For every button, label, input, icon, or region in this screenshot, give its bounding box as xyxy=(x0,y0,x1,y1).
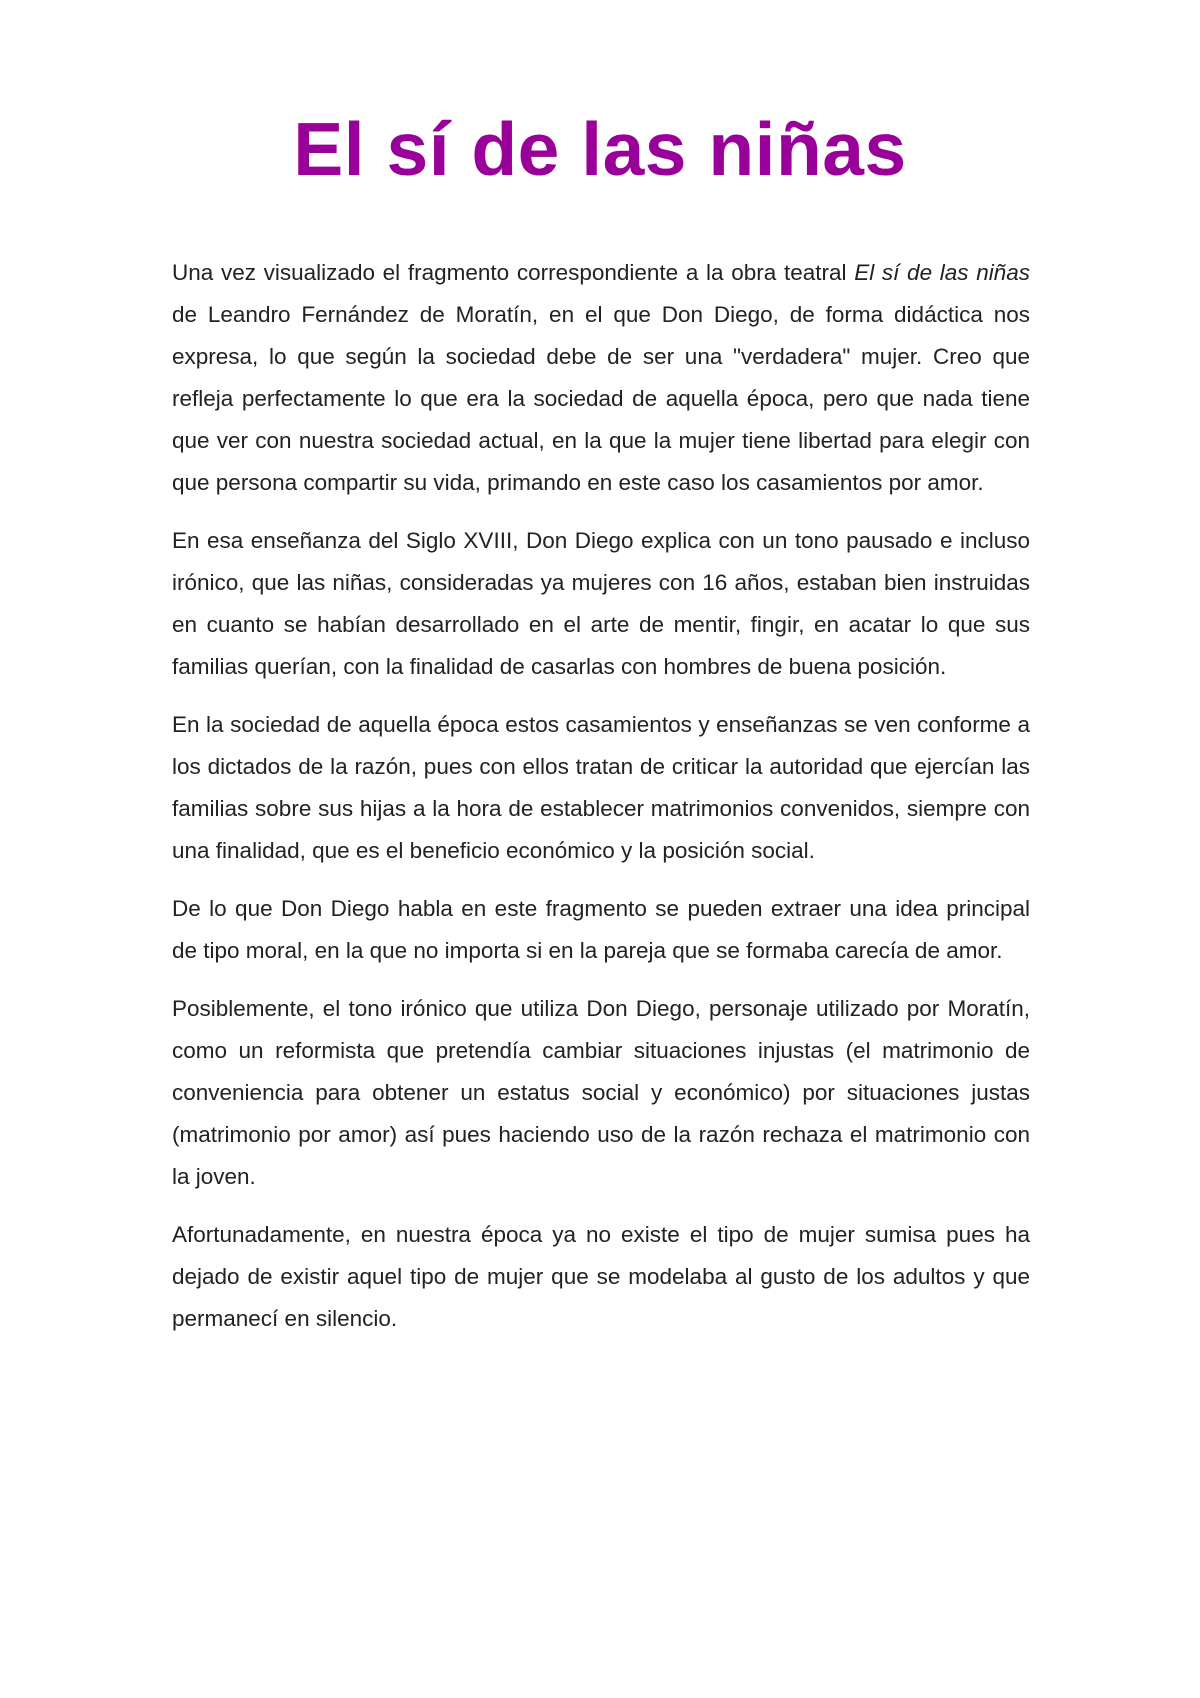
paragraph-5: Posiblemente, el tono irónico que utiliza Don Diego, personaje utilizado por Moratín, como un reformista que pretendía cambiar situaciones injustas (el matrimonio de conveniencia para obtener un estatus social y económico) por situaciones justas (matrimonio por amor) así pues haciendo uso de la razón rechaza el matrimonio con la joven. xyxy=(172,996,1030,1189)
paragraph-6: Afortunadamente, en nuestra época ya no existe el tipo de mujer sumisa pues ha dejado de existir aquel tipo de mujer que se modelaba al gusto de los adultos y que permanecí en silencio. xyxy=(172,1222,1030,1331)
paragraph-4: De lo que Don Diego habla en este fragmento se pueden extraer una idea principal de tipo moral, en la que no importa si en la pareja que se formaba carecía de amor. xyxy=(172,896,1030,963)
document-title: El sí de las niñas xyxy=(293,107,907,191)
paragraph-1-intro: Una vez visualizado el fragmento correspondiente a la obra teatral xyxy=(172,260,855,285)
document-body xyxy=(172,252,1030,1356)
work-title-italic: El sí de las niñas xyxy=(854,260,1030,285)
paragraph-1-rest: de Leandro Fernández de Moratín, en el que Don Diego, de forma didáctica nos expresa, lo que según la sociedad debe de ser una "verdadera" mujer. Creo que refleja perfectamente lo que era la sociedad de aquella época, pero que nada tiene que ver con nuestra sociedad actual, en la que la mujer tiene libertad para elegir con que persona compartir su vida, primando en este caso los casamientos por amor. xyxy=(172,302,1030,495)
paragraph-3: En la sociedad de aquella época estos casamientos y enseñanzas se ven conforme a los dictados de la razón, pues con ellos tratan de criticar la autoridad que ejercían las familias sobre sus hijas a la hora de establecer matrimonios convenidos, siempre con una finalidad, que es el beneficio económico y la posición social. xyxy=(172,712,1030,863)
paragraph-1 xyxy=(172,252,1030,504)
paragraph-2: En esa enseñanza del Siglo XVIII, Don Diego explica con un tono pausado e incluso irónico, que las niñas, consideradas ya mujeres con 16 años, estaban bien instruidas en cuanto se habían desarrollado en el arte de mentir, fingir, en acatar lo que sus familias querían, con la finalidad de casarlas con hombres de buena posición. xyxy=(172,528,1030,679)
